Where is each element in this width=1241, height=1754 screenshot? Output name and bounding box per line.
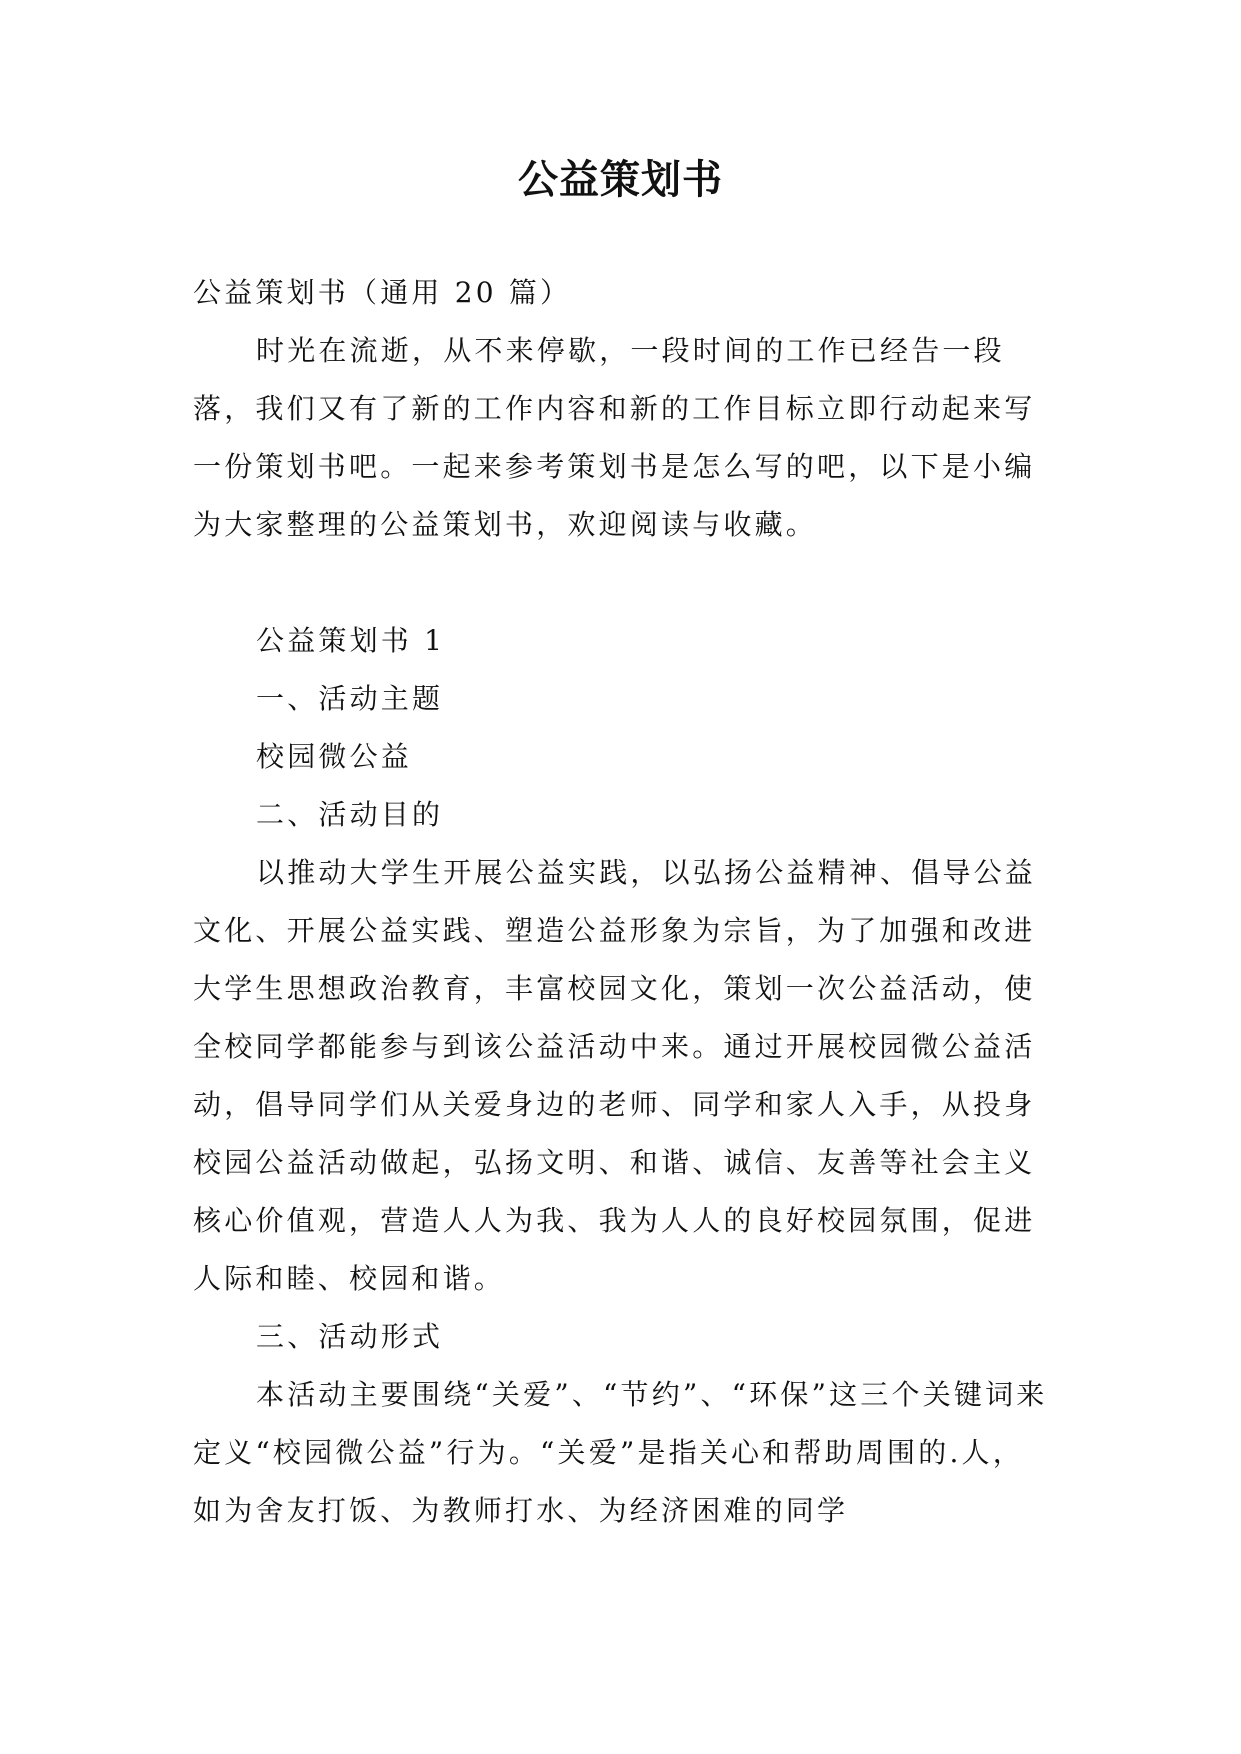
theme-text: 校园微公益 xyxy=(256,740,413,773)
section-title: 公益策划书 1 xyxy=(256,624,446,657)
document-title: 公益策划书 xyxy=(518,157,723,203)
heading-theme: 一、活动主题 xyxy=(256,682,444,715)
document-body xyxy=(193,264,1049,1540)
heading-purpose: 二、活动目的 xyxy=(256,798,444,831)
paragraph-spacer xyxy=(193,554,1049,612)
intro-paragraph: 时光在流逝，从不来停歇，一段时间的工作已经告一段落，我们又有了新的工作内容和新的工作目标立即行动起来写一份策划书吧。一起来参考策划书是怎么写的吧，以下是小编为大家整理的公益策划书，欢迎阅读与收藏。 xyxy=(193,334,1036,541)
heading-form: 三、活动形式 xyxy=(256,1320,444,1353)
purpose-paragraph: 以推动大学生开展公益实践，以弘扬公益精神、倡导公益文化、开展公益实践、塑造公益形象为宗旨，为了加强和改进大学生思想政治教育，丰富校园文化，策划一次公益活动，使全校同学都能参与到该公益活动中来。通过开展校园微公益活动，倡导同学们从关爱身边的老师、同学和家人入手，从投身校园公益活动做起，弘扬文明、和谐、诚信、友善等社会主义核心价值观，营造人人为我、我为人人的良好校园氛围，促进人际和睦、校园和谐。 xyxy=(193,856,1037,1295)
document-subtitle: 公益策划书（通用 20 篇） xyxy=(193,276,572,309)
form-paragraph: 本活动主要围绕“关爱”、“节约”、“环保”这三个关键词来定义“校园微公益”行为。“关爱”是指关心和帮助周围的.人，如为舍友打饭、为教师打水、为经济困难的同学 xyxy=(193,1378,1048,1527)
